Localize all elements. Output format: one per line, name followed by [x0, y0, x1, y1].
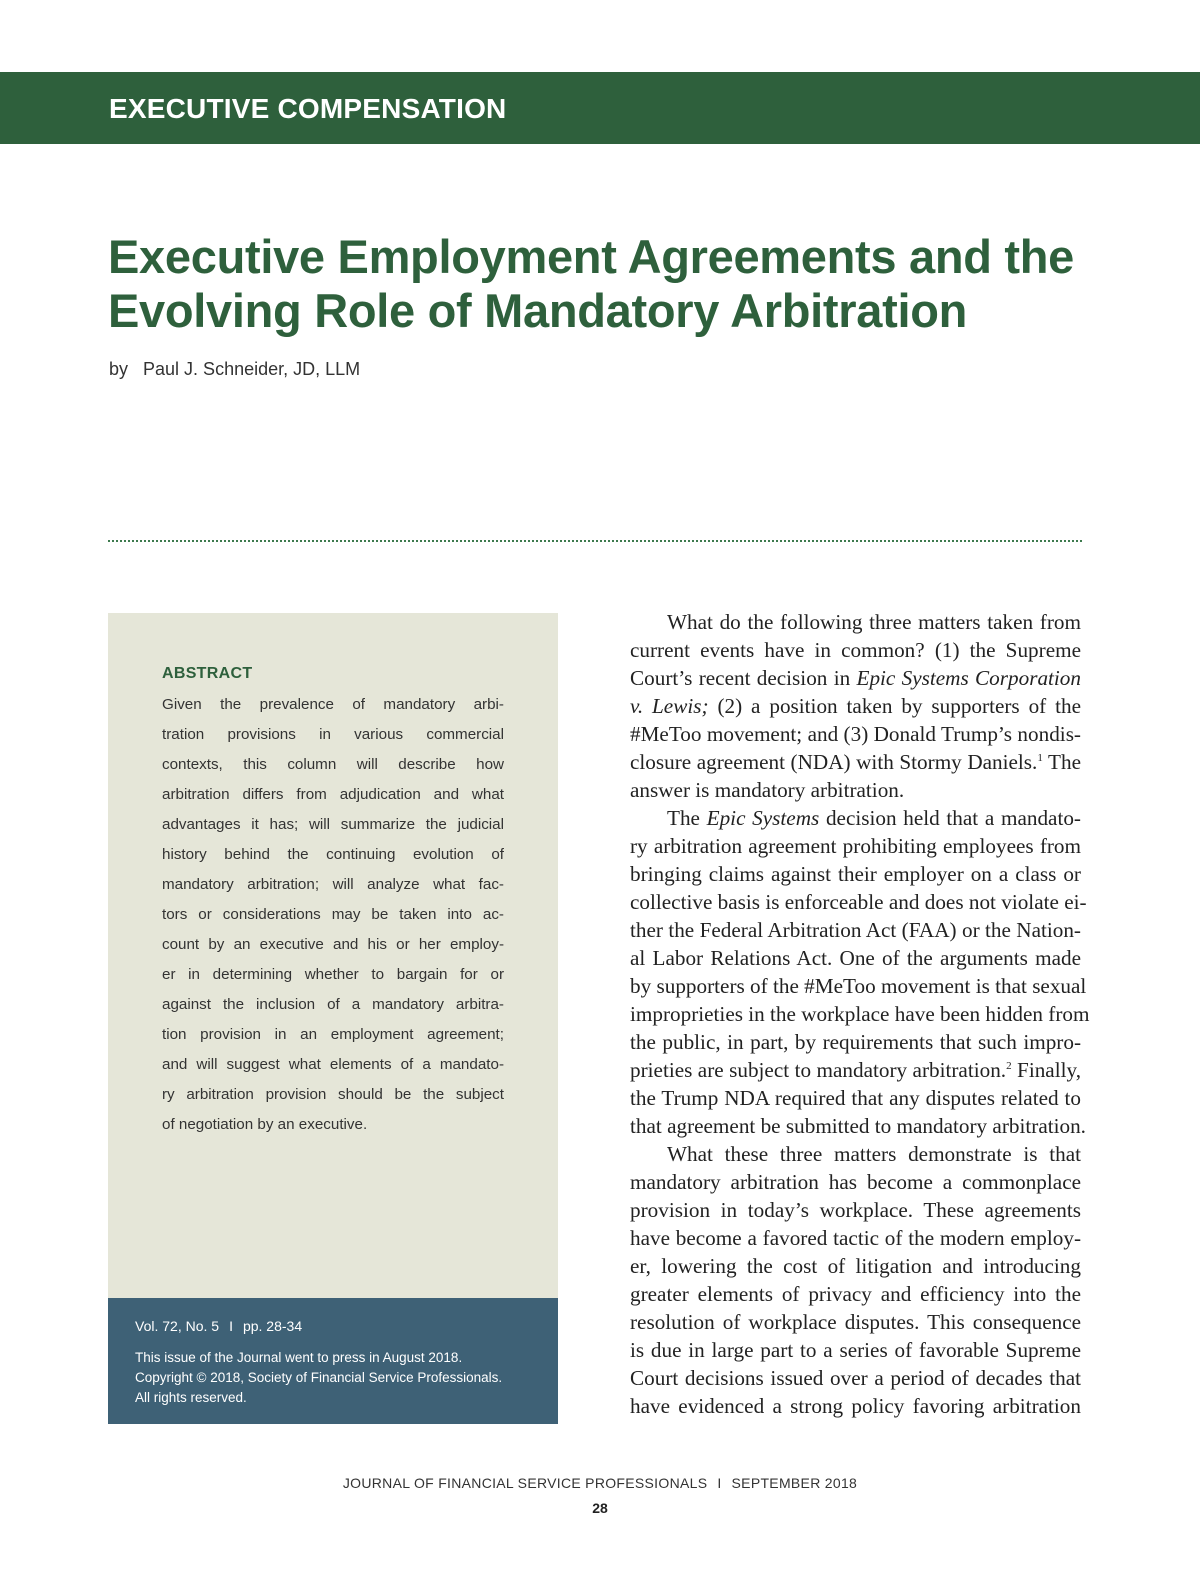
body-line: answer is mandatory arbitration.	[630, 778, 905, 802]
body-line: collective basis is enforceable and does not violate ei-	[630, 890, 1087, 914]
body-text: Court’s recent decision in	[630, 666, 857, 690]
journal-name: JOURNAL OF FINANCIAL SERVICE PROFESSIONALS	[342, 1475, 708, 1491]
article-title: Executive Employment Agreements and the Evolving Role of Mandatory Arbitration	[108, 230, 1075, 337]
dotted-divider	[108, 540, 1082, 542]
body-text: decision held that a mandato-	[819, 806, 1081, 830]
body-text: Finally,	[1011, 1058, 1081, 1082]
abstract-line: tors or considerations may be taken into ac-	[162, 906, 504, 923]
body-line: current events have in common? (1) the Supreme	[630, 638, 1081, 662]
body-line: ther the Federal Arbitration Act (FAA) or the Nation-	[630, 918, 1081, 942]
body-line	[630, 664, 1081, 692]
section-label: EXECUTIVE COMPENSATION	[109, 93, 507, 124]
abstract-line: of negotiation by an executive.	[162, 1116, 368, 1133]
body-line: greater elements of privacy and efficiency into the	[630, 1282, 1081, 1306]
body-text: (2) a position taken by supporters of the	[708, 694, 1082, 718]
abstract-line: ry arbitration provision should be the subject	[162, 1086, 504, 1103]
body-line	[630, 692, 1081, 720]
abstract-line: advantages it has; will summarize the judicial	[162, 816, 504, 833]
notice-line: Copyright © 2018, Society of Financial Service Professionals.	[135, 1370, 503, 1385]
body-line: improprieties in the workplace have been hidden from	[630, 1002, 1090, 1026]
volume-line	[135, 1318, 302, 1334]
body-line: have become a favored tactic of the modern employ-	[630, 1226, 1081, 1250]
body-line	[630, 1056, 1081, 1084]
page-range: pp. 28-34	[242, 1318, 303, 1334]
body-line: er, lowering the cost of litigation and introducing	[630, 1254, 1081, 1278]
byline	[109, 359, 360, 380]
body-text: closure agreement (NDA) with Stormy Daniels.	[630, 750, 1038, 774]
issue-date: SEPTEMBER 2018	[731, 1475, 858, 1491]
footnote-ref: 1	[1037, 751, 1043, 764]
case-name: Epic Systems Corporation	[856, 666, 1081, 690]
byline-prefix: by	[109, 359, 129, 379]
case-name: Epic Systems	[706, 806, 820, 830]
body-line: the Trump NDA required that any disputes related to	[630, 1086, 1081, 1110]
abstract-line: count by an executive and his or her employ-	[162, 936, 504, 953]
notice-line: This issue of the Journal went to press in August 2018.	[135, 1350, 463, 1365]
abstract-line: tion provision in an employment agreement;	[162, 1026, 504, 1043]
separator: I	[229, 1318, 233, 1334]
abstract-line: against the inclusion of a mandatory arbitra-	[162, 996, 504, 1013]
body-line: bringing claims against their employer on a class or	[630, 862, 1081, 886]
body-line: have evidenced a strong policy favoring arbitration	[630, 1394, 1081, 1418]
abstract-line: and will suggest what elements of a mandato-	[162, 1056, 504, 1073]
body-line: by supporters of the #MeToo movement is that sexual	[630, 974, 1087, 998]
body-line: Court decisions issued over a period of decades that	[630, 1366, 1081, 1390]
body-line: What do the following three matters taken from	[667, 610, 1081, 634]
body-line: ry arbitration agreement prohibiting employees from	[630, 834, 1081, 858]
body-line	[630, 804, 1081, 832]
case-name: v. Lewis;	[630, 694, 709, 718]
article-body	[630, 608, 1090, 1420]
body-line	[630, 748, 1081, 776]
body-line: is due in large part to a series of favorable Supreme	[630, 1338, 1081, 1362]
abstract-line: arbitration differs from adjudication and what	[162, 786, 504, 803]
copyright-notice	[135, 1348, 545, 1408]
abstract-line: mandatory arbitration; will analyze what fac-	[162, 876, 504, 893]
body-line: mandatory arbitration has become a commonplace	[630, 1170, 1081, 1194]
running-footer	[0, 1475, 1200, 1491]
notice-line: All rights reserved.	[135, 1390, 247, 1405]
body-line: that agreement be submitted to mandatory arbitration.	[630, 1114, 1086, 1138]
body-line: the public, in part, by requirements that such impro-	[630, 1030, 1081, 1054]
author-name: Paul J. Schneider, JD, LLM	[143, 359, 361, 379]
abstract-line: history behind the continuing evolution of	[162, 846, 504, 863]
body-line: resolution of workplace disputes. This consequence	[630, 1310, 1081, 1334]
page-number: 28	[592, 1500, 608, 1516]
abstract-line: er in determining whether to bargain for or	[162, 966, 504, 983]
body-line: provision in today’s workplace. These agreements	[630, 1198, 1081, 1222]
footnote-ref: 2	[1006, 1059, 1012, 1072]
separator: I	[717, 1475, 722, 1491]
body-line: al Labor Relations Act. One of the arguments made	[630, 946, 1081, 970]
abstract-line: Given the prevalence of mandatory arbi-	[162, 696, 504, 713]
body-text: The	[667, 806, 707, 830]
body-line: #MeToo movement; and (3) Donald Trump’s nondis-	[630, 722, 1081, 746]
abstract-line: contexts, this column will describe how	[162, 756, 504, 773]
body-line: What these three matters demonstrate is that	[667, 1142, 1081, 1166]
abstract-line: tration provisions in various commercial	[162, 726, 504, 743]
volume-number: Vol. 72, No. 5	[135, 1318, 220, 1334]
body-text: prieties are subject to mandatory arbitration.	[630, 1058, 1007, 1082]
abstract-text	[162, 690, 504, 1140]
body-text: The	[1042, 750, 1081, 774]
abstract-heading: ABSTRACT	[162, 665, 253, 682]
